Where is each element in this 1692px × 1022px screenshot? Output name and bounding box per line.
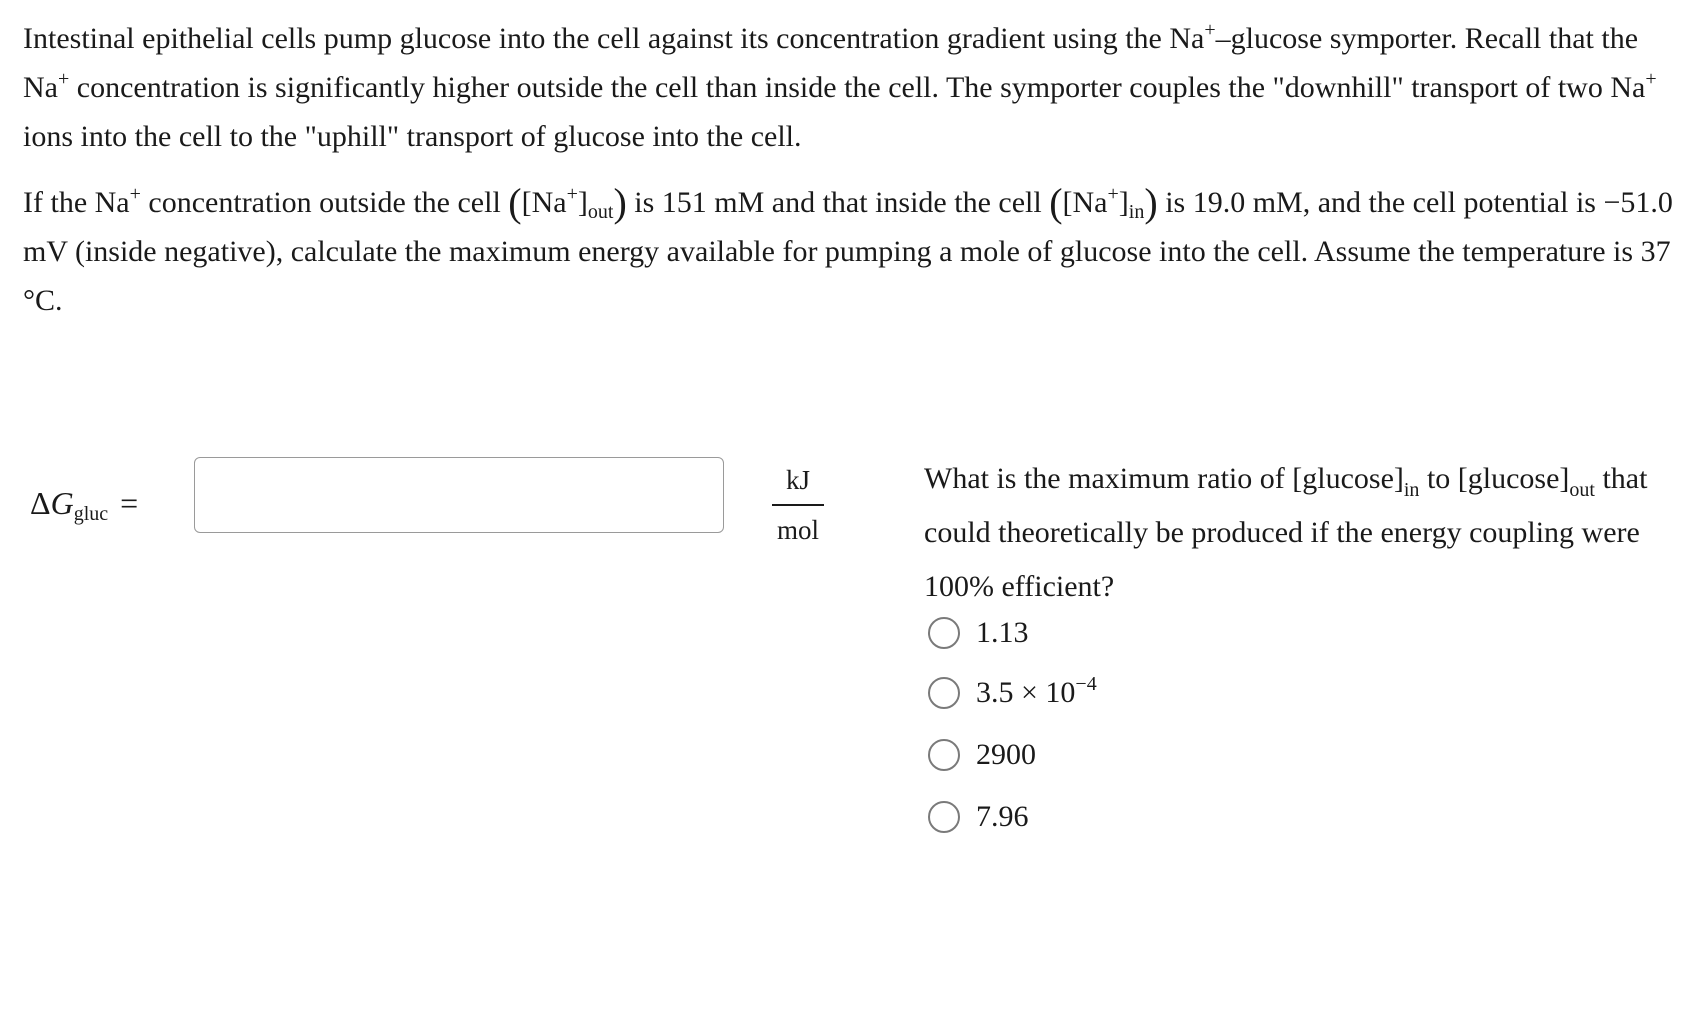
delta-g-gluc-label: $\Delta G_{gluc}$ = xyxy=(30,485,139,525)
option-7-96[interactable] xyxy=(928,797,1029,837)
option-label: $3.5 \times 10^{-4}$ xyxy=(976,673,1097,709)
unit-denominator: mol xyxy=(776,515,819,545)
radio-button[interactable] xyxy=(928,739,960,771)
radio-button[interactable] xyxy=(928,801,960,833)
option-2900[interactable] xyxy=(928,735,1036,775)
problem-paragraph-1: Intestinal epithelial cells pump glucose into the cell against its concentration gradient using the Na+–glucose symporter. Recall that the Na+ concentration is significantly higher outside the cell than inside the cell. The symporter couples the "downhill" transport of two Na+ ions into the cell to the "uphill" transport of glucose into the cell. xyxy=(23,19,1657,153)
option-label: 2900 xyxy=(976,738,1036,771)
delta-g-answer-input[interactable] xyxy=(194,457,724,533)
fraction-bar xyxy=(772,504,824,506)
problem-paragraph-2: If the Na+ concentration outside the cell $([Na^+]_{out})$ is 151 mM and that inside the cell $([Na^+]_{in})$ is 19.0 mM, and the cell potential is −51.0 mV (inside negative), calculate the maximum energy available for pumping a mole of glucose into the cell. Assume the temperature is 37 °C. xyxy=(23,180,1673,317)
option-1-13[interactable] xyxy=(928,613,1029,653)
option-3-5e-4[interactable] xyxy=(928,673,1097,713)
radio-button[interactable] xyxy=(928,677,960,709)
unit-numerator: kJ xyxy=(785,465,810,495)
radio-button[interactable] xyxy=(928,617,960,649)
ratio-question: What is the maximum ratio of $[glucose]_{in}$ to $[glucose]_{out}$ that could theoretically be produced if the energy coupling were 100% efficient? xyxy=(924,462,1648,603)
option-label: 7.96 xyxy=(976,800,1029,833)
units-fraction xyxy=(772,462,824,548)
option-label: 1.13 xyxy=(976,616,1029,649)
